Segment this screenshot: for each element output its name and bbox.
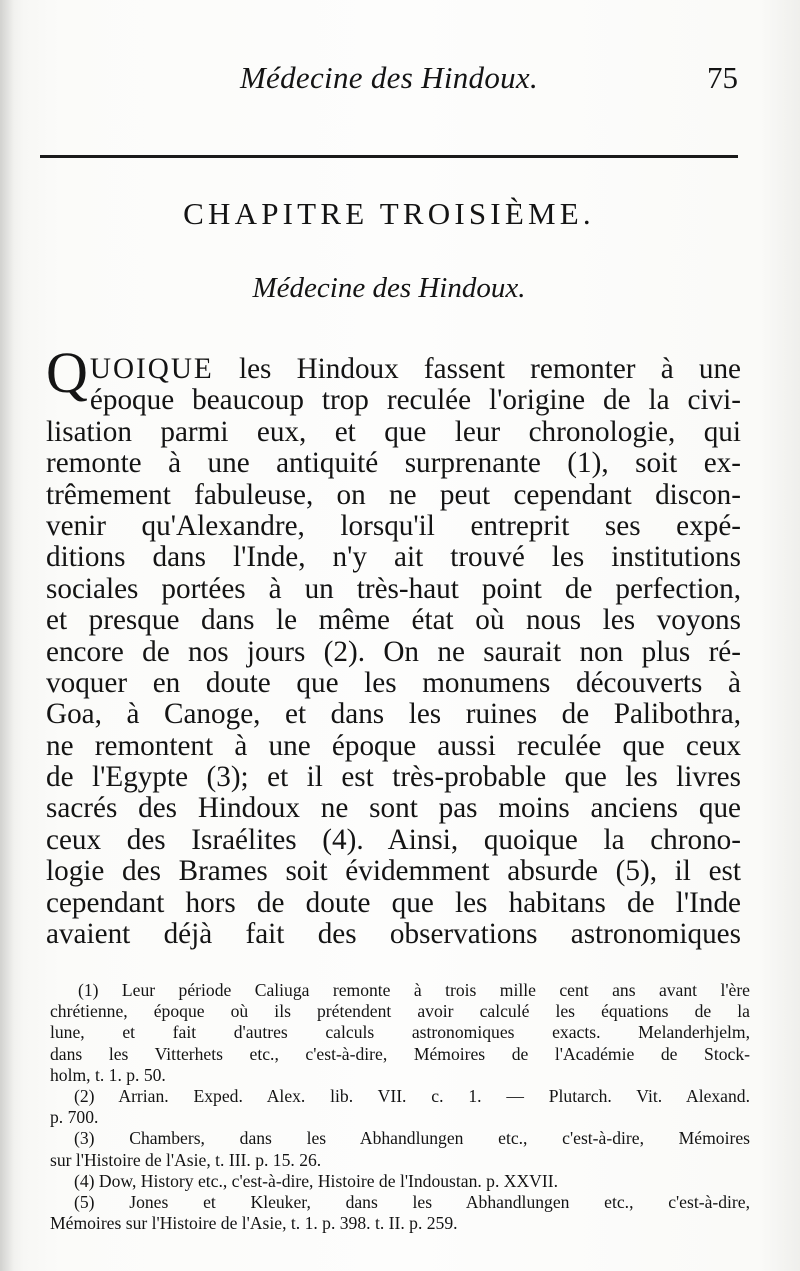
- body-line: ne remontent à une époque aussi reculée que ceux: [46, 729, 741, 762]
- body-line: sacrés des Hindoux ne sont pas moins anciens que: [46, 792, 741, 825]
- footnote-line: dans les Vitterhets etc., c'est-à-dire, Mémoires de l'Académie de Stock-: [50, 1043, 750, 1064]
- page-number: 75: [707, 60, 738, 95]
- footnote-line: (3) Chambers, dans les Abhandlungen etc., c'est-à-dire, Mémoires: [74, 1128, 750, 1149]
- body-line: époque beaucoup trop reculée l'origine de la civi-: [89, 384, 741, 417]
- body-line: trêmement fabuleuse, on ne peut cependant discon-: [46, 478, 741, 511]
- footnote-line: Mémoires sur l'Histoire de l'Asie, t. 1. p. 398. t. II. p. 259.: [50, 1213, 458, 1234]
- body-line: de l'Egypte (3); et il est très-probable que les livres: [46, 761, 741, 794]
- footnote-line: p. 700.: [50, 1107, 99, 1128]
- body-line: venir qu'Alexandre, lorsqu'il entreprit ses expé-: [46, 509, 741, 542]
- body-line: avaient déjà fait des observations astronomiques: [46, 918, 741, 951]
- header-rule: [40, 155, 738, 158]
- body-paragraph: [46, 340, 741, 951]
- footnote-line: (2) Arrian. Exped. Alex. lib. VII. c. 1. — Plutarch. Vit. Alexand.: [74, 1085, 750, 1106]
- footnote-line: lune, et fait d'autres calculs astronomiques exacts. Melanderhjelm,: [50, 1022, 750, 1043]
- footnote-line: sur l'Histoire de l'Asie, t. III. p. 15. 26.: [50, 1149, 322, 1170]
- body-line: ditions dans l'Inde, n'y ait trouvé les institutions: [46, 541, 741, 574]
- footnote-line: holm, t. 1. p. 50.: [50, 1064, 166, 1085]
- footnotes: [50, 980, 750, 1234]
- body-line: et presque dans le même état où nous les voyons: [46, 604, 741, 637]
- smallcaps-lead: UOIQUE: [89, 353, 214, 385]
- footnote-line: chrétienne, époque où ils prétendent avoir calculé les équations de la: [50, 1001, 750, 1022]
- body-line: ceux des Israélites (4). Ainsi, quoique la chrono-: [46, 823, 741, 856]
- footnote-line: (5) Jones et Kleuker, dans les Abhandlungen etc., c'est-à-dire,: [74, 1191, 750, 1212]
- footnote-line: (1) Leur période Caliuga remonte à trois mille cent ans avant l'ère: [78, 980, 750, 1000]
- body-line: voquer en doute que les monumens découverts à: [46, 666, 741, 699]
- section-title: Médecine des Hindoux.: [252, 272, 526, 304]
- body-line: remonte à une antiquité surprenante (1), soit ex-: [46, 447, 741, 480]
- running-head: [40, 60, 738, 106]
- body-line: cependant hors de doute que les habitans de l'Inde: [46, 886, 741, 919]
- body-line: logie des Brames soit évidemment absurde (5), il est: [46, 855, 741, 888]
- footnote-line: (4) Dow, History etc., c'est-à-dire, Histoire de l'Indoustan. p. XXVII.: [74, 1170, 559, 1191]
- body-line: encore de nos jours (2). On ne saurait non plus ré-: [46, 635, 741, 668]
- body-line: Goa, à Canoge, et dans les ruines de Palibothra,: [46, 698, 741, 731]
- drop-cap: Q: [46, 340, 88, 405]
- scan-edge-shadow: [0, 0, 14, 1271]
- body-line-text: les Hindoux fassent remonter à une: [213, 353, 741, 385]
- body-line: lisation parmi eux, et que leur chronologie, qui: [46, 415, 741, 448]
- chapter-title: CHAPITRE TROISIÈME.: [183, 196, 595, 231]
- running-head-title: Médecine des Hindoux.: [239, 60, 539, 95]
- body-line: sociales portées à un très-haut point de perfection,: [46, 572, 741, 605]
